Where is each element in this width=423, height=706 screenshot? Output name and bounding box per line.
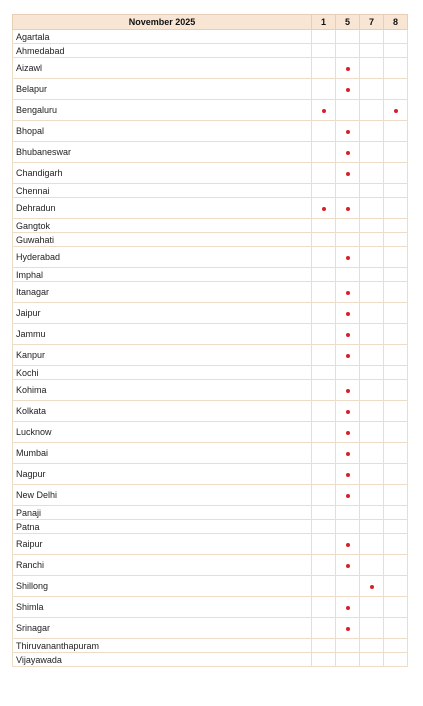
day-cell [384,247,408,268]
city-name: Kohima [13,380,312,401]
table-row [13,44,408,58]
table-row [13,618,408,639]
holiday-table [12,14,408,667]
holiday-dot-icon [346,130,350,134]
table-row [13,401,408,422]
day-cell [384,597,408,618]
table-row [13,653,408,667]
table-row [13,247,408,268]
city-name: Agartala [13,30,312,44]
day-cell [360,79,384,100]
day-cell [336,345,360,366]
day-cell [312,142,336,163]
city-name: Dehradun [13,198,312,219]
day-cell [384,268,408,282]
day-cell [312,198,336,219]
day-cell [312,443,336,464]
day-cell [312,58,336,79]
city-name: Itanagar [13,282,312,303]
table-row [13,100,408,121]
day-cell [336,366,360,380]
day-cell [336,576,360,597]
day-cell [360,58,384,79]
table-row [13,282,408,303]
day-cell [384,324,408,345]
holiday-dot-icon [346,291,350,295]
holiday-dot-icon [346,207,350,211]
day-cell [360,198,384,219]
holiday-dot-icon [346,564,350,568]
day-cell [312,44,336,58]
day-cell [312,534,336,555]
day-cell [312,219,336,233]
city-name: Lucknow [13,422,312,443]
day-cell [312,303,336,324]
day-cell [360,576,384,597]
day-cell [312,233,336,247]
holiday-dot-icon [346,543,350,547]
table-row [13,576,408,597]
day-cell [384,506,408,520]
table-row [13,485,408,506]
table-row [13,324,408,345]
day-cell [384,443,408,464]
city-name: Kochi [13,366,312,380]
day-cell [360,366,384,380]
day-cell [312,121,336,142]
day-cell [336,443,360,464]
day-cell [360,597,384,618]
holiday-dot-icon [346,494,350,498]
day-cell [384,345,408,366]
day-cell [312,555,336,576]
day-cell [336,520,360,534]
day-cell [360,30,384,44]
city-name: Shillong [13,576,312,597]
day-cell [360,121,384,142]
table-row [13,422,408,443]
holiday-calendar [12,14,408,667]
city-name: Jaipur [13,303,312,324]
header-row [13,15,408,30]
city-name: Ranchi [13,555,312,576]
holiday-dot-icon [346,473,350,477]
day-cell [384,303,408,324]
holiday-dot-icon [346,312,350,316]
day-cell [312,30,336,44]
table-row [13,380,408,401]
day-cell [312,506,336,520]
day-cell [312,653,336,667]
city-name: Jammu [13,324,312,345]
day-cell [384,366,408,380]
city-name: Chennai [13,184,312,198]
day-cell [336,422,360,443]
city-name: Imphal [13,268,312,282]
day-cell [384,163,408,184]
day-cell [360,163,384,184]
holiday-dot-icon [346,627,350,631]
table-row [13,520,408,534]
city-name: Hyderabad [13,247,312,268]
table-row [13,219,408,233]
holiday-dot-icon [322,207,326,211]
city-name: Patna [13,520,312,534]
table-row [13,79,408,100]
day-cell [312,401,336,422]
day-cell [360,345,384,366]
day-cell [312,520,336,534]
city-name: Shimla [13,597,312,618]
day-cell [312,618,336,639]
city-name: Guwahati [13,233,312,247]
day-header: 8 [384,15,408,30]
table-row [13,597,408,618]
day-cell [360,219,384,233]
table-row [13,366,408,380]
day-cell [336,100,360,121]
day-cell [312,282,336,303]
day-cell [384,534,408,555]
day-cell [384,555,408,576]
day-cell [360,618,384,639]
day-cell [336,555,360,576]
city-name: Gangtok [13,219,312,233]
holiday-dot-icon [346,606,350,610]
day-cell [336,380,360,401]
table-row [13,464,408,485]
day-cell [312,597,336,618]
day-cell [384,380,408,401]
day-cell [360,184,384,198]
day-cell [360,247,384,268]
city-name: Srinagar [13,618,312,639]
holiday-dot-icon [346,333,350,337]
day-cell [360,422,384,443]
day-cell [360,142,384,163]
day-cell [360,233,384,247]
day-cell [360,324,384,345]
table-row [13,506,408,520]
day-cell [384,184,408,198]
day-cell [336,597,360,618]
day-cell [336,282,360,303]
day-cell [384,520,408,534]
holiday-dot-icon [346,88,350,92]
day-cell [384,618,408,639]
day-cell [312,163,336,184]
day-cell [312,380,336,401]
day-cell [384,58,408,79]
day-cell [360,100,384,121]
table-row [13,443,408,464]
day-cell [360,485,384,506]
day-cell [336,30,360,44]
day-cell [360,282,384,303]
month-title: November 2025 [13,15,312,30]
city-name: Thiruvananthapuram [13,639,312,653]
day-cell [336,219,360,233]
holiday-dot-icon [346,151,350,155]
day-cell [336,198,360,219]
city-name: Nagpur [13,464,312,485]
day-cell [336,303,360,324]
day-cell [384,79,408,100]
day-cell [384,142,408,163]
day-cell [312,79,336,100]
table-row [13,639,408,653]
day-cell [336,401,360,422]
day-cell [384,282,408,303]
day-cell [384,485,408,506]
day-cell [336,534,360,555]
table-row [13,268,408,282]
day-cell [360,653,384,667]
day-cell [336,639,360,653]
day-cell [312,345,336,366]
city-name: New Delhi [13,485,312,506]
day-cell [336,464,360,485]
table-row [13,198,408,219]
day-cell [384,100,408,121]
table-row [13,30,408,44]
day-cell [336,142,360,163]
holiday-dot-icon [394,109,398,113]
day-header: 7 [360,15,384,30]
table-row [13,303,408,324]
holiday-dot-icon [346,431,350,435]
day-cell [312,324,336,345]
day-cell [336,184,360,198]
day-cell [312,184,336,198]
day-cell [360,401,384,422]
day-cell [384,219,408,233]
city-name: Bhubaneswar [13,142,312,163]
city-name: Kanpur [13,345,312,366]
day-cell [384,121,408,142]
holiday-dot-icon [346,172,350,176]
day-header: 5 [336,15,360,30]
day-cell [360,506,384,520]
day-cell [360,268,384,282]
day-cell [336,247,360,268]
day-cell [312,268,336,282]
day-cell [384,653,408,667]
day-cell [360,464,384,485]
day-cell [384,233,408,247]
table-row [13,121,408,142]
holiday-dot-icon [346,354,350,358]
holiday-dot-icon [346,67,350,71]
city-name: Vijayawada [13,653,312,667]
day-cell [336,324,360,345]
day-cell [384,44,408,58]
day-cell [360,44,384,58]
day-cell [312,100,336,121]
day-cell [360,443,384,464]
day-cell [336,653,360,667]
city-name: Bengaluru [13,100,312,121]
day-cell [336,268,360,282]
city-name: Mumbai [13,443,312,464]
city-name: Chandigarh [13,163,312,184]
day-cell [312,366,336,380]
day-cell [312,576,336,597]
city-name: Panaji [13,506,312,520]
day-cell [336,233,360,247]
day-cell [312,485,336,506]
table-row [13,163,408,184]
holiday-dot-icon [346,410,350,414]
city-name: Bhopal [13,121,312,142]
table-row [13,233,408,247]
day-cell [360,380,384,401]
day-cell [384,198,408,219]
day-cell [312,639,336,653]
table-header [13,15,408,30]
day-cell [384,422,408,443]
table-row [13,142,408,163]
city-name: Belapur [13,79,312,100]
city-name: Kolkata [13,401,312,422]
holiday-dot-icon [346,452,350,456]
holiday-dot-icon [322,109,326,113]
day-cell [384,464,408,485]
holiday-dot-icon [370,585,374,589]
day-cell [336,618,360,639]
table-row [13,555,408,576]
holiday-dot-icon [346,256,350,260]
day-cell [336,44,360,58]
table-row [13,534,408,555]
day-cell [336,121,360,142]
day-cell [312,422,336,443]
day-cell [312,464,336,485]
day-header: 1 [312,15,336,30]
day-cell [384,401,408,422]
table-row [13,184,408,198]
day-cell [360,520,384,534]
city-name: Aizawl [13,58,312,79]
day-cell [360,303,384,324]
table-row [13,345,408,366]
city-name: Raipur [13,534,312,555]
day-cell [360,639,384,653]
day-cell [384,639,408,653]
day-cell [336,58,360,79]
day-cell [336,79,360,100]
day-cell [336,506,360,520]
table-row [13,58,408,79]
table-body [13,30,408,667]
day-cell [384,576,408,597]
day-cell [384,30,408,44]
day-cell [360,555,384,576]
holiday-dot-icon [346,389,350,393]
day-cell [312,247,336,268]
city-name: Ahmedabad [13,44,312,58]
day-cell [360,534,384,555]
day-cell [336,485,360,506]
day-cell [336,163,360,184]
